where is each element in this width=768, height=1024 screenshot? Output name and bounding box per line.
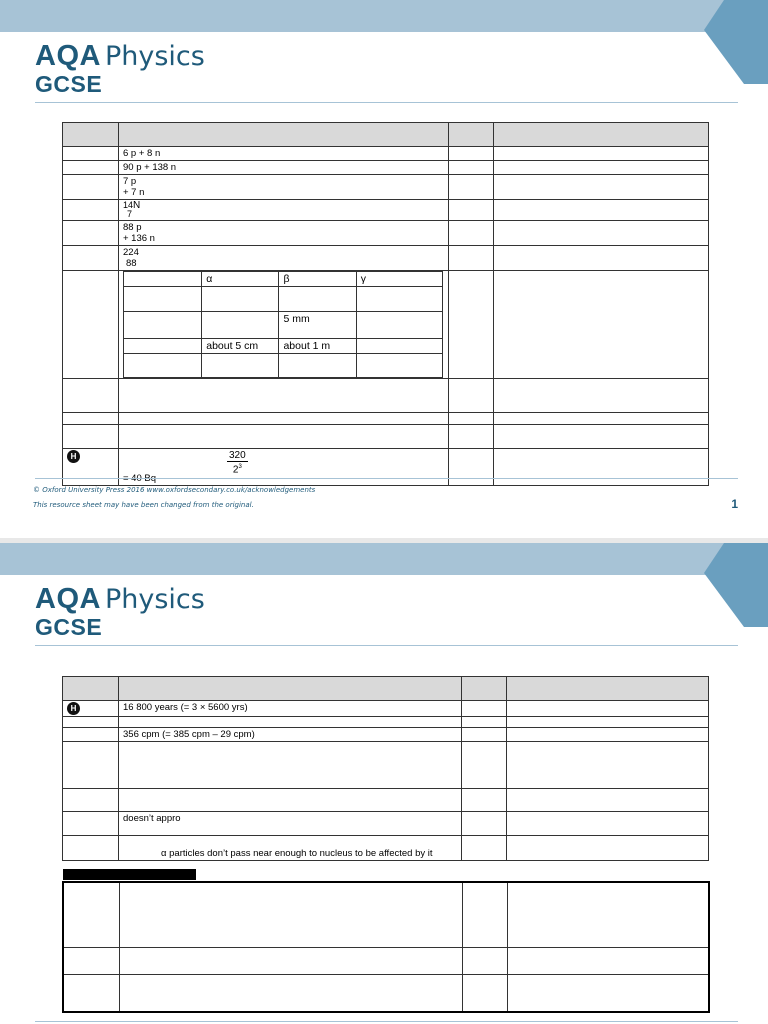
inner-cell xyxy=(124,272,202,287)
answer-text: α particles don’t pass near enough to nucleus to be affected by it xyxy=(161,848,433,859)
header-band xyxy=(0,543,768,575)
table-row xyxy=(63,379,709,413)
table-row xyxy=(63,200,709,221)
corner-tab-graphic xyxy=(704,0,768,84)
table-row xyxy=(63,728,709,742)
inner-cell xyxy=(124,339,202,354)
answer-cell xyxy=(119,789,462,812)
calculation-cell xyxy=(119,449,449,486)
logo-aqa: AQA xyxy=(35,583,101,615)
atomic-number: 88 xyxy=(126,258,137,269)
logo-physics: Physics xyxy=(104,41,205,72)
header-rule xyxy=(35,102,738,103)
inner-cell xyxy=(356,287,442,312)
inner-cell: about 1 m xyxy=(279,339,356,354)
table-row xyxy=(63,789,709,812)
higher-tier-badge: H xyxy=(67,702,80,715)
table-row xyxy=(63,413,709,425)
inner-cell: 5 mm xyxy=(279,312,356,339)
fraction-numerator: 320 xyxy=(229,450,246,461)
table-row xyxy=(63,246,709,271)
inner-row xyxy=(124,312,443,339)
mass-number: 14 xyxy=(123,200,134,210)
beta-header: β xyxy=(279,272,356,287)
answer-cell: 356 cpm (= 385 cpm – 29 cpm) xyxy=(119,728,462,742)
table-row xyxy=(63,175,709,200)
inner-row xyxy=(124,287,443,312)
header-band xyxy=(0,0,768,32)
table-row xyxy=(63,812,709,836)
answer-cell: 16 800 years (= 3 × 5600 yrs) xyxy=(119,701,462,717)
answer-line: + 7 n xyxy=(123,187,145,198)
table-row xyxy=(63,701,709,717)
table-row xyxy=(63,947,709,974)
answer-line: + 136 n xyxy=(123,233,155,244)
logo-gcse: GCSE xyxy=(35,71,103,97)
radiation-table-cell xyxy=(119,271,449,379)
fraction-exponent: 3 xyxy=(238,464,242,470)
table-row xyxy=(63,882,709,947)
inner-cell xyxy=(202,354,279,378)
aqa-physics-logo xyxy=(35,42,205,96)
logo-gcse: GCSE xyxy=(35,614,103,640)
element-symbol: N xyxy=(133,200,141,211)
logo-physics: Physics xyxy=(104,584,205,615)
inner-cell xyxy=(279,354,356,378)
inner-cell xyxy=(202,287,279,312)
table-header-row xyxy=(63,123,709,147)
answer-cell: 90 p + 138 n xyxy=(119,161,449,175)
inner-cell xyxy=(202,312,279,339)
activity-fraction xyxy=(227,450,444,475)
table-row xyxy=(63,974,709,1012)
answer-line: 88 p xyxy=(123,222,142,233)
answer-cell xyxy=(119,175,449,200)
table-header-row xyxy=(63,677,709,701)
fraction-denominator xyxy=(227,462,248,475)
page-number: 1 xyxy=(731,497,738,511)
inner-cell xyxy=(356,339,442,354)
answer-cell xyxy=(119,221,449,246)
table-row xyxy=(63,147,709,161)
table-row xyxy=(63,271,709,379)
mark-scheme-table-2 xyxy=(62,881,710,1013)
answer-cell xyxy=(119,742,462,789)
table-row xyxy=(63,161,709,175)
mark-scheme-table xyxy=(62,122,709,486)
corner-tab-graphic xyxy=(704,543,768,627)
alpha-header: α xyxy=(202,272,279,287)
answer-cell xyxy=(119,836,462,861)
higher-tier-badge: H xyxy=(67,450,80,463)
footer-note: This resource sheet may have been changed from the original. xyxy=(33,501,254,509)
section-heading-bar xyxy=(63,869,196,880)
answer-cell: 6 p + 8 n xyxy=(119,147,449,161)
footer-rule xyxy=(35,1021,738,1022)
nuclide-notation-cell xyxy=(119,246,449,271)
answer-line: 7 p xyxy=(123,176,137,187)
inner-cell: about 5 cm xyxy=(202,339,279,354)
aqa-physics-logo xyxy=(35,585,205,639)
table-row xyxy=(63,717,709,728)
table-row xyxy=(63,836,709,861)
inner-row xyxy=(124,339,443,354)
answer-cell xyxy=(119,717,462,728)
table-row xyxy=(63,449,709,486)
radiation-penetration-table xyxy=(123,271,443,378)
logo-aqa: AQA xyxy=(35,40,101,72)
inner-header-row xyxy=(124,272,443,287)
gamma-header: γ xyxy=(356,272,442,287)
inner-cell xyxy=(124,354,202,378)
table-row xyxy=(63,742,709,789)
inner-cell xyxy=(279,287,356,312)
table-row xyxy=(63,221,709,246)
inner-cell xyxy=(356,354,442,378)
inner-cell xyxy=(124,287,202,312)
inner-cell xyxy=(124,312,202,339)
inner-cell xyxy=(356,312,442,339)
worksheet-page-2 xyxy=(0,543,768,1024)
inner-row xyxy=(124,354,443,378)
atomic-number: 7 xyxy=(127,209,133,219)
mark-scheme-table xyxy=(62,676,709,861)
fraction-base: 2 xyxy=(232,464,239,476)
mass-number: 224 xyxy=(123,247,139,258)
footer-copyright: © Oxford University Press 2016 www.oxfordsecondary.co.uk/acknowledgements xyxy=(33,486,316,494)
header-rule xyxy=(35,645,738,646)
table-row xyxy=(63,425,709,449)
answer-cell: doesn’t appro xyxy=(119,812,462,836)
nuclide-notation-cell xyxy=(119,200,449,221)
footer-rule xyxy=(35,478,738,479)
